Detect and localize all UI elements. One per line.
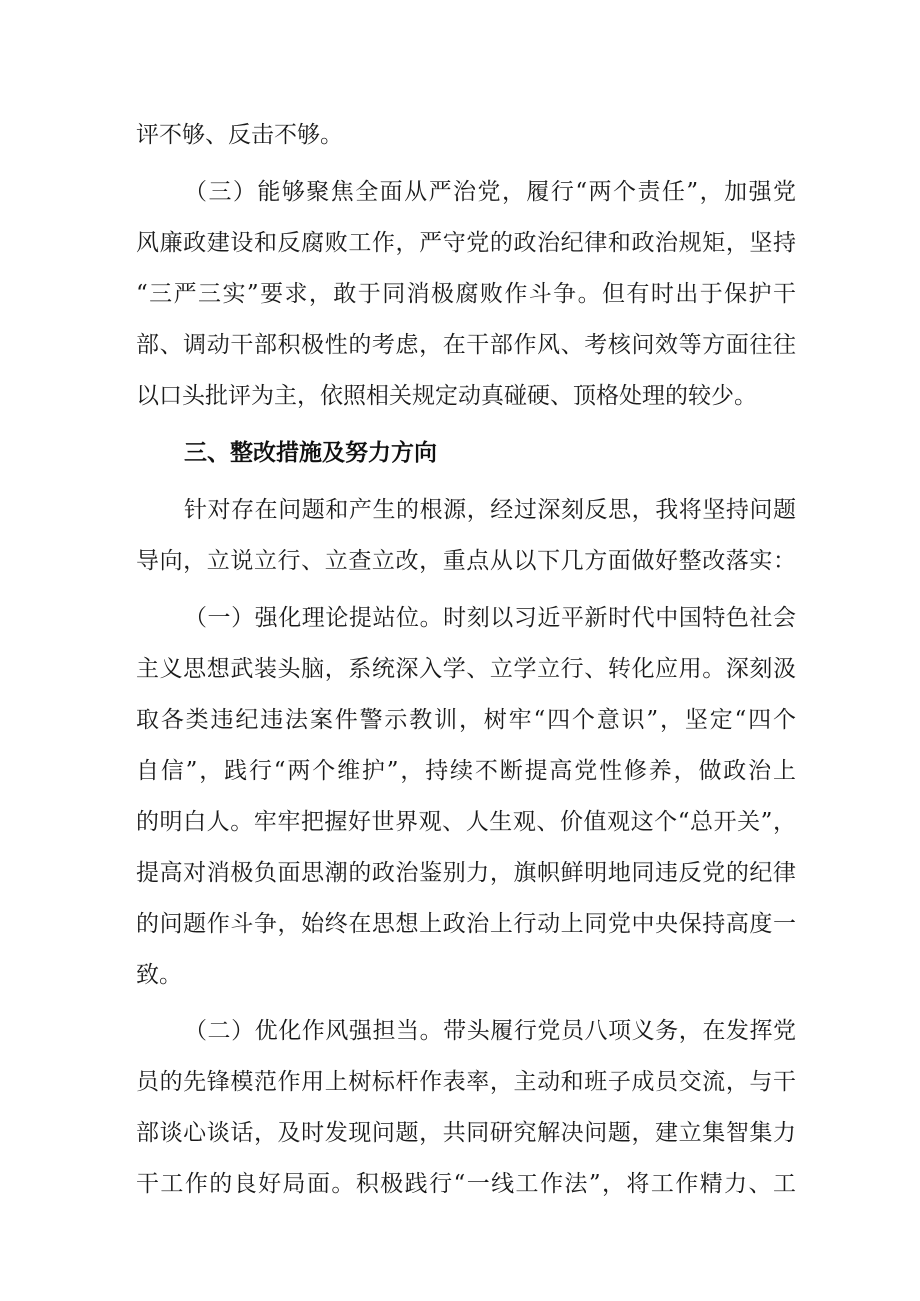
paragraph-line: 评不够、反击不够。 [136, 122, 343, 148]
paragraph-line: 取各类违纪违法案件警示教训，树牢“四个意识”，坚定“四个 [136, 707, 796, 733]
paragraph-line: （二）优化作风强担当。带头履行党员八项义务，在发挥党 [184, 1018, 796, 1044]
paragraph-line: （三）能够聚焦全面从严治党，履行“两个责任”，加强党 [184, 179, 796, 205]
paragraph-line: “三严三实”要求，敢于同消极腐败作斗争。但有时出于保护干 [136, 281, 796, 307]
paragraph-line: 的问题作斗争，始终在思想上政治上行动上同党中央保持高度一 [136, 911, 796, 937]
paragraph-line: 干工作的良好局面。积极践行“一线工作法”，将工作精力、工 [136, 1171, 796, 1197]
paragraph-line: 主义思想武装头脑，系统深入学、立学立行、转化应用。深刻汲 [136, 656, 796, 682]
paragraph-line: 以口头批评为主，依照相关规定动真碰硬、顶格处理的较少。 [136, 383, 757, 409]
paragraph-line: 提高对消极负面思潮的政治鉴别力，旗帜鲜明地同违反党的纪律 [136, 860, 796, 886]
paragraph-line: 导向，立说立行、立查立改，重点从以下几方面做好整改落实： [136, 548, 796, 574]
section-heading: 三、整改措施及努力方向 [184, 440, 437, 466]
paragraph-line: 员的先锋模范作用上树标杆作表率，主动和班子成员交流，与干 [136, 1069, 796, 1095]
paragraph-line: 部谈心谈话，及时发现问题，共同研究解决问题，建立集智集力 [136, 1120, 796, 1146]
paragraph-line: 部、调动干部积极性的考虑，在干部作风、考核问效等方面往往 [136, 332, 796, 358]
paragraph-line: 风廉政建设和反腐败工作，严守党的政治纪律和政治规矩，坚持 [136, 230, 796, 256]
paragraph-line: （一）强化理论提站位。时刻以习近平新时代中国特色社会 [184, 605, 796, 631]
paragraph-line: 针对存在问题和产生的根源，经过深刻反思，我将坚持问题 [184, 497, 796, 523]
paragraph-line: 致。 [136, 962, 182, 988]
paragraph-line: 自信”，践行“两个维护”，持续不断提高党性修养，做政治上 [136, 758, 796, 784]
paragraph-line: 的明白人。牢牢把握好世界观、人生观、价值观这个“总开关”， [136, 809, 796, 835]
